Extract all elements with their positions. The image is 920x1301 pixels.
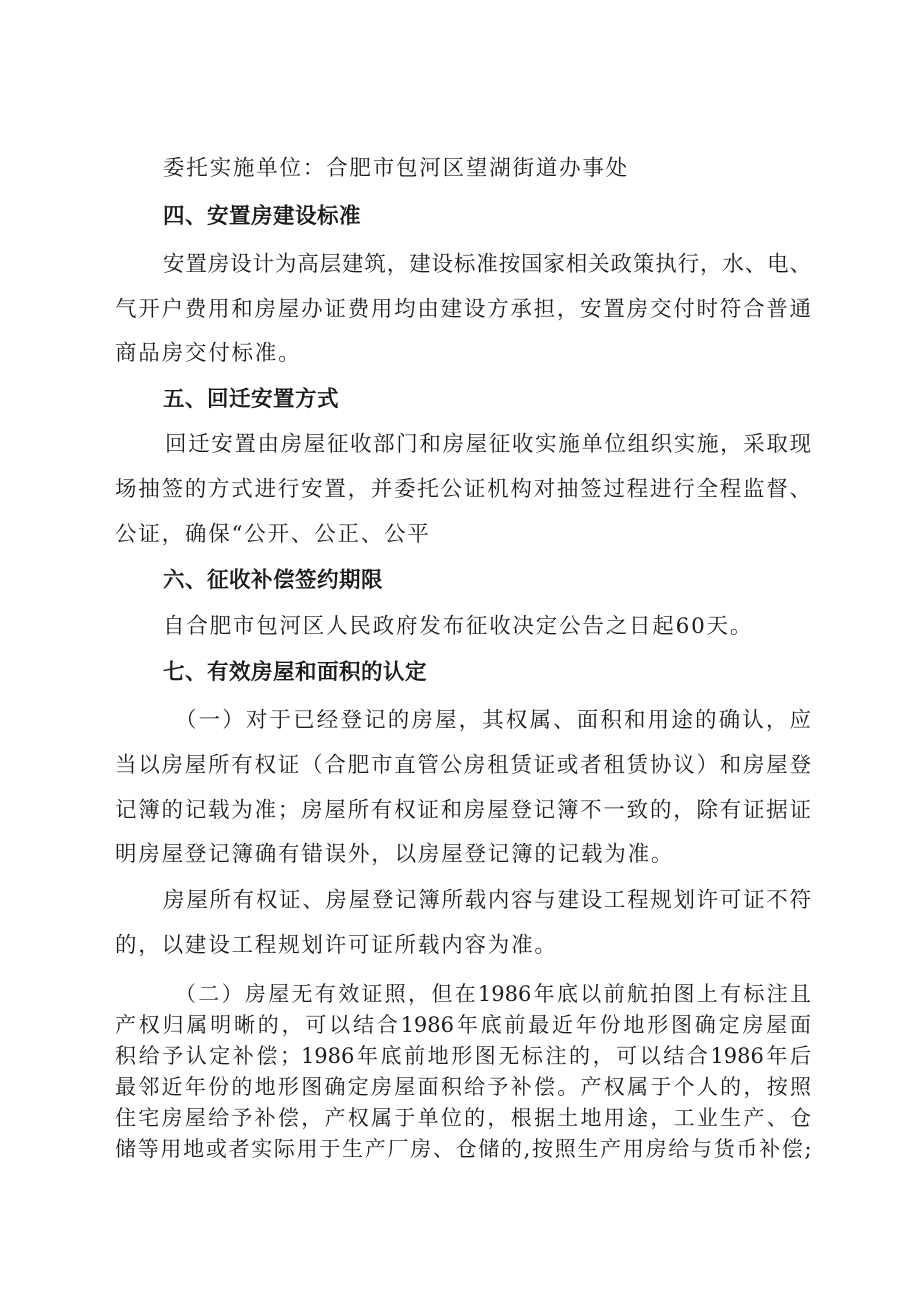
- section-heading-5: 五、回迁安置方式: [163, 387, 340, 412]
- section-heading-7: 七、有效房屋和面积的认定: [163, 660, 428, 685]
- paragraph-line: 产权归属明晰的，可以结合1986年底前最近年份地形图确定房屋面: [115, 1013, 811, 1037]
- paragraph-line: （二）房屋无有效证照，但在1986年底以前航拍图上有标注且: [175, 982, 811, 1006]
- paragraph-line: 住宅房屋给予补偿，产权属于单位的，根据土地用途，工业生产、仓: [115, 1106, 811, 1130]
- paragraph-line: 回迁安置由房屋征收部门和房屋征收实施单位组织实施，采取现: [165, 432, 811, 457]
- paragraph-line: 场抽签的方式进行安置，并委托公证机构对抽签过程进行全程监督、: [115, 477, 811, 502]
- paragraph-line: 自合肥市包河区人民政府发布征收决定公告之日起60天。: [163, 614, 754, 639]
- paragraph-line: 当以房屋所有权证（合肥市直管公房租赁证或者租赁协议）和房屋登: [115, 753, 811, 778]
- paragraph-line: 最邻近年份的地形图确定房屋面积给予补偿。产权属于个人的，按照: [115, 1075, 811, 1099]
- paragraph-line: 房屋所有权证、房屋登记簿所载内容与建设工程规划许可证不符: [163, 888, 811, 913]
- paragraph-line: 储等用地或者实际用于生产厂房、仓储的,按照生产用房给与货币补偿;: [115, 1137, 811, 1161]
- paragraph-line: 记簿的记载为准；房屋所有权证和房屋登记簿不一致的，除有证据证: [115, 798, 811, 823]
- section-heading-4: 四、安置房建设标准: [163, 204, 362, 229]
- paragraph-line: 的，以建设工程规划许可证所载内容为准。: [115, 933, 558, 958]
- paragraph-line: 商品房交付标准。: [115, 341, 302, 366]
- paragraph-line: （一）对于已经登记的房屋，其权属、面积和用途的确认，应: [175, 708, 811, 733]
- paragraph-line: 积给予认定补偿；1986年底前地形图无标注的，可以结合1986年后: [115, 1044, 811, 1068]
- paragraph-line: 公证，确保“公开、公正、公平: [115, 522, 431, 547]
- paragraph-line: 安置房设计为高层建筑，建设标准按国家相关政策执行，水、电、: [163, 252, 811, 277]
- paragraph-line: 明房屋登记簿确有错误外，以房屋登记簿的记载为准。: [115, 842, 675, 867]
- implementing-unit-line: 委托实施单位：合肥市包河区望湖街道办事处: [163, 156, 630, 181]
- paragraph-line: 气开户费用和房屋办证费用均由建设方承担，安置房交付时符合普通: [115, 297, 811, 322]
- section-heading-6: 六、征收补偿签约期限: [163, 568, 384, 593]
